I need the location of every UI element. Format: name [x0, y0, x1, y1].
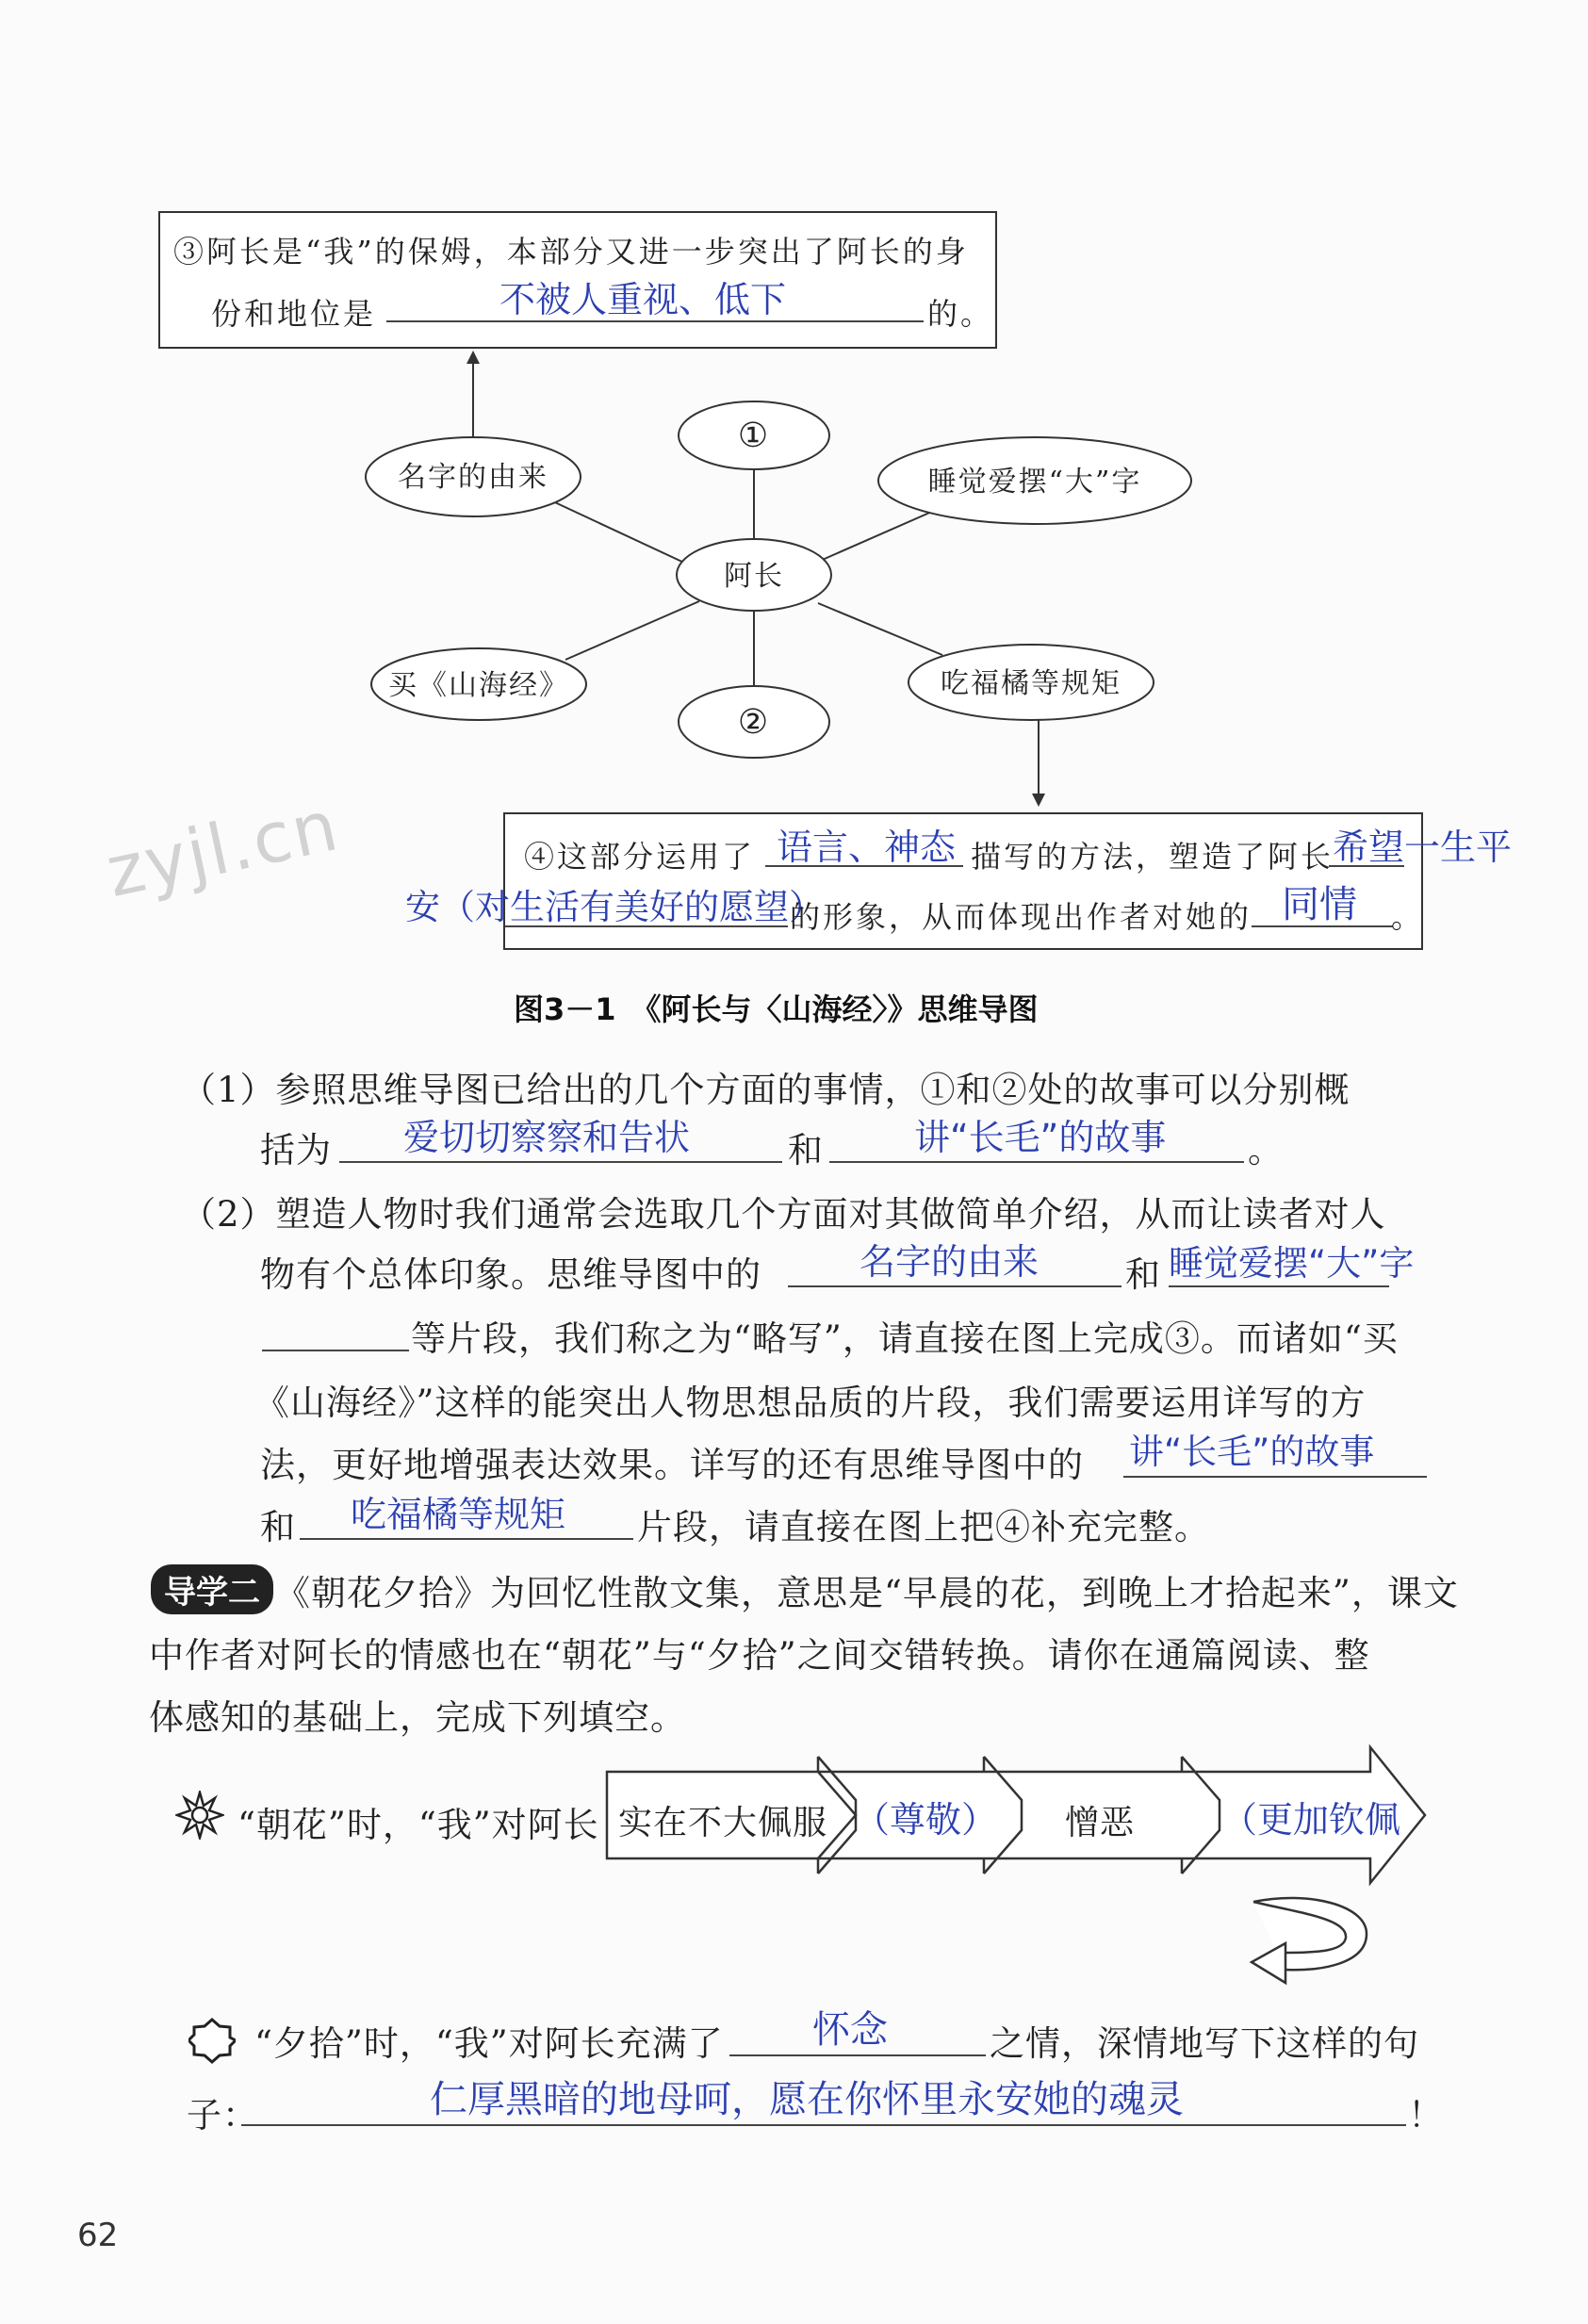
sentence-answer-line — [241, 2124, 1406, 2126]
box3-answer: 不被人重视、低下 — [499, 279, 787, 320]
q2-answer4-line — [300, 1538, 633, 1540]
mind-map — [0, 0, 1588, 1037]
q2-line2-mid: 和 — [1125, 1254, 1161, 1295]
q1-answer1: 爱切切察察和告状 — [403, 1117, 691, 1158]
q1-end: 。 — [1248, 1130, 1284, 1170]
guide2-line3: 体感知的基础上，完成下列填空。 — [149, 1697, 686, 1738]
q2-answer2: 睡觉爱摆“大”字 — [1169, 1243, 1415, 1284]
guide2-badge: 导学二 — [151, 1564, 273, 1614]
q2-answer4: 吃福橘等规矩 — [351, 1494, 566, 1535]
q1-mid: 和 — [788, 1130, 824, 1170]
morning-label: “朝花”时，“我”对阿长 — [237, 1805, 599, 1845]
box4-prefix: ④这部分运用了 — [524, 839, 756, 875]
q2-line1: （2）塑造人物时我们通常会选取几个方面对其做简单介绍，从而让读者对人 — [181, 1194, 1386, 1235]
stage4: （更加钦佩 — [1221, 1799, 1401, 1841]
q2-answer3-line — [1123, 1476, 1427, 1478]
box3-line2-suffix: 的。 — [927, 296, 994, 332]
sentence-answer: 仁厚黑暗的地母呵，愿在你怀里永安她的魂灵 — [430, 2078, 1184, 2121]
q1-answer2-line — [829, 1161, 1244, 1163]
q2-line2-prefix: 物有个总体印象。思维导图中的 — [260, 1254, 761, 1295]
page-number: 62 — [77, 2217, 119, 2254]
box3-line1: ③阿长是“我”的保姆，本部分又进一步突出了阿长的身 — [173, 234, 969, 270]
node-name-origin-label: 名字的由来 — [398, 461, 548, 494]
box3-line2-prefix: 份和地位是 — [211, 296, 377, 332]
q2-line5-prefix: 法，更好地增强表达效果。详写的还有思维导图中的 — [260, 1445, 1084, 1485]
node-buy-book-label: 买《山海经》 — [388, 669, 569, 702]
box4-answer-image-1: 希望一生平 — [1333, 826, 1513, 868]
stage2: （尊敬） — [854, 1799, 998, 1841]
q1-prefix: 括为 — [260, 1130, 332, 1170]
q2-answer2-line — [1169, 1285, 1389, 1287]
guide2-line2: 中作者对阿长的情感也在“朝花”与“夕拾”之间交错转换。请你在通篇阅读、整 — [149, 1635, 1370, 1676]
evening-suffix: 之情，深情地写下这样的句 — [990, 2023, 1419, 2064]
box4-mid2: 的形象，从而体现出作者对她的 — [790, 899, 1252, 935]
sun-icon — [175, 1791, 224, 1840]
node-center-label: 阿长 — [724, 560, 784, 593]
box4-answer-feeling: 同情 — [1282, 883, 1357, 926]
box4-end: 。 — [1391, 899, 1425, 935]
stage1: 实在不大佩服 — [618, 1804, 828, 1842]
sentence-prefix: 子： — [187, 2095, 258, 2136]
q1-answer2: 讲“长毛”的故事 — [914, 1117, 1167, 1158]
q2-answer1: 名字的由来 — [859, 1241, 1040, 1283]
evening-prefix: “夕拾”时，“我”对阿长充满了 — [254, 2023, 724, 2064]
watermark: zyjl.cn — [99, 785, 347, 913]
evening-answer: 怀念 — [812, 2008, 888, 2052]
evening-sun-icon — [188, 2017, 236, 2064]
node-rules-label: 吃福橘等规矩 — [941, 667, 1121, 700]
q2-answer3: 讲“长毛”的故事 — [1129, 1432, 1375, 1472]
node-1-label: ① — [737, 417, 771, 455]
q2-line6-suffix: 片段，请直接在图上把④补充完整。 — [637, 1507, 1210, 1547]
box4-answer-image-2: 安（对生活有美好的愿望） — [405, 887, 824, 927]
figure-caption: 图3－1 《阿长与〈山海经〉》思维导图 — [514, 991, 1039, 1027]
stage3: 憎恶 — [1065, 1804, 1136, 1842]
box4-answer-method: 语言、神态 — [777, 826, 957, 868]
q1-answer1-line — [339, 1161, 782, 1163]
q2-line3: 等片段，我们称之为“略写”，请直接在图上完成③。而诸如“买 — [411, 1318, 1399, 1359]
q2-line4: 《山海经》”这样的能突出人物思想品质的片段，我们需要运用详写的方 — [254, 1383, 1367, 1423]
q2-answer1-line — [788, 1285, 1121, 1287]
curved-arrow-icon — [1244, 1890, 1376, 1990]
node-sleep-label: 睡觉爱摆“大”字 — [927, 466, 1142, 499]
guide2-line1: 《朝花夕拾》为回忆性散文集，意思是“早晨的花，到晚上才拾起来”，课文 — [275, 1573, 1459, 1613]
q2-answer2-line-cont — [262, 1350, 409, 1351]
sentence-end: ！ — [1408, 2095, 1444, 2136]
evening-answer-line — [729, 2054, 986, 2056]
q1-line1: （1）参照思维导图已给出的几个方面的事情，①和②处的故事可以分别概 — [181, 1070, 1351, 1110]
box4-mid: 描写的方法，塑造了阿长 — [971, 839, 1334, 875]
node-2-label: ② — [737, 703, 771, 742]
q2-line6-prefix: 和 — [260, 1507, 296, 1547]
